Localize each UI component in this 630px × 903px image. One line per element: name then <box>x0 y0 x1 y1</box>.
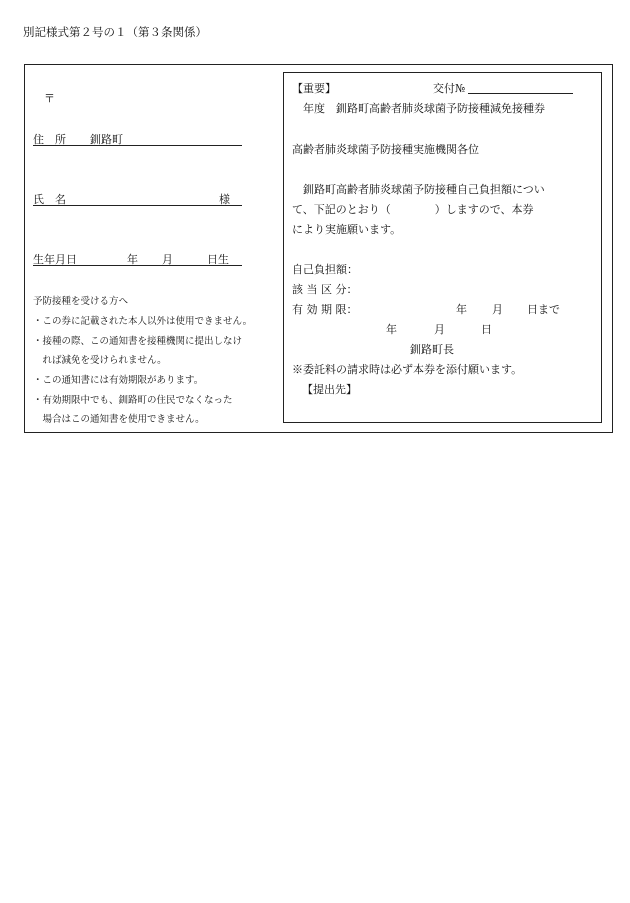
birth-label: 生年月日 <box>33 253 77 266</box>
category-label: 該 当 区 分： <box>292 283 358 296</box>
mayor-signature: 釧路町長 <box>410 343 454 356</box>
submit-to-label: 【提出先】 <box>302 383 357 396</box>
birth-day: 日生 <box>207 253 229 266</box>
validity-label: 有 効 期 限： <box>292 303 358 316</box>
body-line: により実施願います。 <box>292 223 402 236</box>
notice-item: ・有効期限中でも、釧路町の住民でなくなった <box>33 395 233 406</box>
body-line: て、下記のとおり（ ）しますので、本券 <box>292 203 534 216</box>
important-label: 【重要】 <box>292 82 336 95</box>
notice-item: ・接種の際、この通知書を接種機関に提出しなけ <box>33 336 243 347</box>
document-header: 別記様式第２号の１（第３条関係） <box>23 25 207 39</box>
birth-year: 年 <box>127 253 138 266</box>
birth-month: 月 <box>162 253 173 266</box>
validity-until: 日まで <box>527 303 560 316</box>
body-line: 釧路町高齢者肺炎球菌予防接種自己負担額につい <box>292 183 545 196</box>
issue-year: 年 <box>386 323 397 336</box>
notice-item: ・この券に記載された本人以外は使用できません。 <box>33 316 253 327</box>
addressee: 高齢者肺炎球菌予防接種実施機関各位 <box>292 143 479 156</box>
notice-title: 予防接種を受ける方へ <box>33 296 129 307</box>
issue-month: 月 <box>434 323 445 336</box>
issue-day: 日 <box>481 323 492 336</box>
name-label: 氏 名 <box>33 193 66 206</box>
notice-item: 場合はこの通知書を使用できません。 <box>33 414 205 425</box>
issue-no-underline <box>468 93 573 94</box>
address-value: 釧路町 <box>90 133 123 146</box>
address-label: 住 所 <box>33 133 66 146</box>
commission-note: ※委託料の請求時は必ず本券を添付願います。 <box>292 363 523 376</box>
birth-underline <box>33 265 242 266</box>
ticket-title: 年度 釧路町高齢者肺炎球菌予防接種減免接種券 <box>292 102 545 115</box>
validity-year: 年 <box>456 303 467 316</box>
self-pay-label: 自己負担額： <box>292 263 358 276</box>
name-suffix: 様 <box>219 193 230 206</box>
name-underline <box>33 205 242 206</box>
postal-mark: 〒 <box>44 92 55 105</box>
issue-no-label: 交付№ <box>433 82 466 95</box>
address-underline <box>33 145 242 146</box>
notice-item: れば減免を受けられません。 <box>33 355 167 366</box>
notice-item: ・この通知書には有効期限があります。 <box>33 375 204 386</box>
validity-month: 月 <box>492 303 503 316</box>
